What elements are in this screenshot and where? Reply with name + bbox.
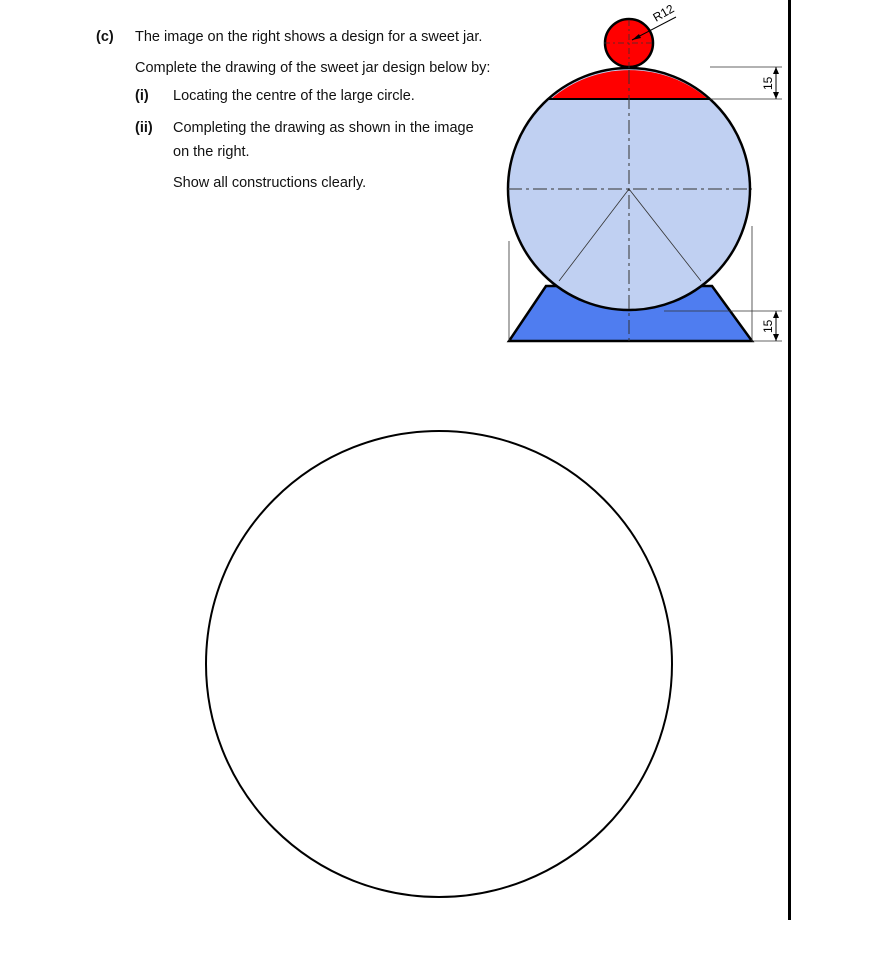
part-label: (c) [96, 29, 114, 45]
top-dim-arrow-down [773, 92, 779, 99]
step-ii-label: (ii) [135, 120, 153, 136]
answer-large-circle [206, 431, 672, 897]
sweet-jar-design [0, 0, 892, 400]
step-ii-text-line2: on the right. [173, 144, 250, 160]
top-dim-arrow-up [773, 67, 779, 74]
bottom-dim-arrow-down [773, 334, 779, 341]
step-i-text: Locating the centre of the large circle. [173, 88, 415, 104]
constructions-note: Show all constructions clearly. [173, 175, 367, 191]
top-dim-label: 15 [761, 76, 775, 90]
bottom-dim-arrow-up [773, 311, 779, 318]
step-i-label: (i) [135, 88, 149, 104]
radius-label: R12 [650, 1, 677, 25]
page-margin-line [788, 0, 791, 920]
step-ii-text-line1: Completing the drawing as shown in the image [173, 120, 474, 136]
bottom-dim-label: 15 [761, 319, 775, 333]
instruction-text: Complete the drawing of the sweet jar design below by: [135, 60, 491, 76]
intro-text: The image on the right shows a design for a sweet jar. [135, 29, 483, 45]
